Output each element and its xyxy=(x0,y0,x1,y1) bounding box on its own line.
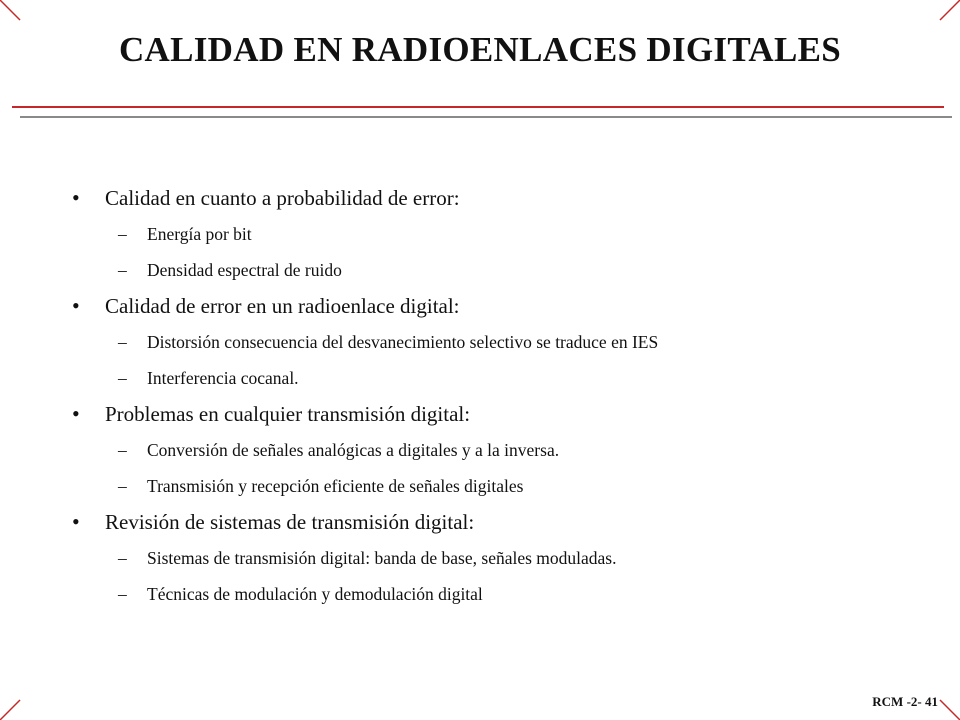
sub-bullet-marker: – xyxy=(118,224,127,244)
corner-mark-top-left xyxy=(0,0,22,22)
sub-bullet-text: Energía por bit xyxy=(147,224,252,244)
sub-bullet-marker: – xyxy=(118,260,127,280)
sub-bullet-text: Interferencia cocanal. xyxy=(147,368,299,388)
bullet-text: Problemas en cualquier transmisión digital: xyxy=(105,402,471,426)
sub-bullet-item xyxy=(72,252,932,288)
sub-bullet-marker: – xyxy=(118,476,127,496)
corner-mark-bottom-right xyxy=(938,698,960,720)
title-divider-red xyxy=(12,106,944,108)
sub-bullet-item xyxy=(72,576,932,612)
sub-bullet-text: Transmisión y recepción eficiente de señales digitales xyxy=(147,476,524,496)
sub-bullet-item xyxy=(72,324,932,360)
sub-bullet-marker: – xyxy=(118,332,127,352)
bullet-text: Calidad en cuanto a probabilidad de error: xyxy=(105,186,460,210)
sub-bullet-text: Distorsión consecuencia del desvanecimiento selectivo se traduce en IES xyxy=(147,332,659,352)
bullet-marker: • xyxy=(72,401,80,426)
sub-bullet-item xyxy=(72,216,932,252)
sub-bullet-marker: – xyxy=(118,368,127,388)
bullet-marker: • xyxy=(72,293,80,318)
sub-bullet-text: Densidad espectral de ruido xyxy=(147,260,342,280)
sub-bullet-marker: – xyxy=(118,440,127,460)
corner-mark-top-right xyxy=(938,0,960,22)
bullet-list xyxy=(72,180,932,612)
bullet-item xyxy=(72,288,932,324)
corner-mark-bottom-left xyxy=(0,698,22,720)
bullet-item xyxy=(72,504,932,540)
sub-bullet-item xyxy=(72,360,932,396)
sub-bullet-text: Sistemas de transmisión digital: banda de base, señales moduladas. xyxy=(147,548,617,568)
title-divider-gray xyxy=(20,116,952,118)
sub-bullet-item xyxy=(72,432,932,468)
bullet-marker: • xyxy=(72,185,80,210)
sub-bullet-marker: – xyxy=(118,584,127,604)
sub-bullet-marker: – xyxy=(118,548,127,568)
bullet-item xyxy=(72,180,932,216)
slide-title: CALIDAD EN RADIOENLACES DIGITALES xyxy=(118,30,842,69)
sub-bullet-text: Conversión de señales analógicas a digitales y a la inversa. xyxy=(147,440,560,460)
sub-bullet-item xyxy=(72,540,932,576)
bullet-text: Calidad de error en un radioenlace digital: xyxy=(105,294,460,318)
bullet-text: Revisión de sistemas de transmisión digital: xyxy=(105,510,475,534)
sub-bullet-text: Técnicas de modulación y demodulación digital xyxy=(147,584,483,604)
bullet-marker: • xyxy=(72,509,80,534)
bullet-item xyxy=(72,396,932,432)
sub-bullet-item xyxy=(72,468,932,504)
slide-footer-number: RCM -2- 41 xyxy=(872,694,938,709)
